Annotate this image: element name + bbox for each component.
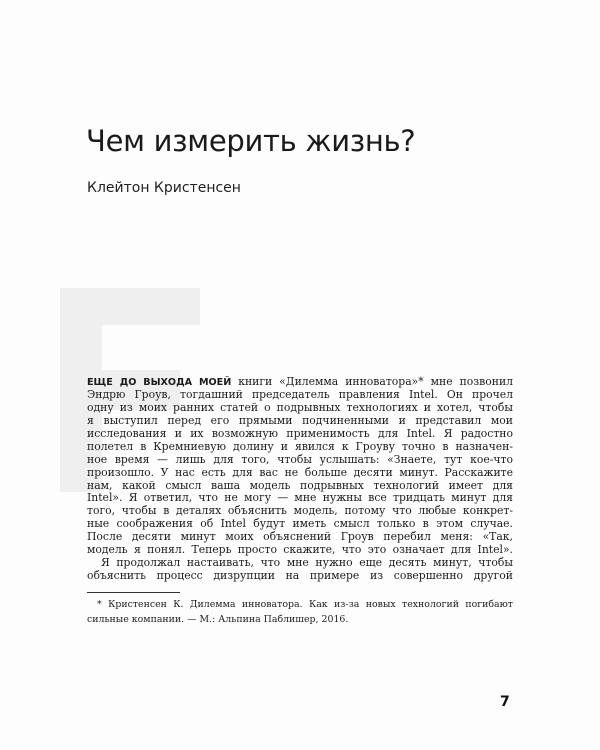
footnote-line: сильные компании. — М.: Альпина Паблишер, 2016.	[87, 614, 349, 625]
body-line: того, чтобы в деталях объяснить модель, потому что любые конкрет-	[87, 504, 513, 518]
body-line: исследования и их возможную применимость для Intel. Я радостно	[87, 426, 513, 440]
footnote	[87, 597, 513, 627]
body-line: я выступил перед его прямыми подчиненными и представил мои	[87, 413, 513, 427]
footnote-divider	[87, 592, 180, 593]
body-line: полетел в Кремниевую долину и явился к Гроуву точно в назначен-	[87, 439, 513, 453]
body-line: ное время — лишь для того, чтобы услышать: «Знаете, тут кое-что	[87, 452, 513, 466]
body-line	[87, 376, 513, 389]
body-line: ные соображения об Intel будут иметь смысл только в этом случае.	[87, 517, 513, 531]
body-line: Я продолжал настаивать, что мне нужно еще десять минут, чтобы	[101, 556, 513, 570]
body-line-text: книги «Дилемма инноватора»* мне позвонил	[238, 375, 513, 388]
body-line: Эндрю Гроув, тогдашний председатель правления Intel. Он прочел	[87, 387, 513, 401]
body-line: модель я понял. Теперь просто скажите, что это означает для Intel».	[87, 543, 513, 557]
body-line: объяснить процесс дизрупции на примере из совершенно другой	[87, 569, 513, 583]
body-line: произошло. У нас есть для вас не больше десяти минут. Расскажите	[87, 465, 513, 479]
body-line: Intel». Я ответил, что не могу — мне нужны все тридцать минут для	[87, 491, 513, 505]
body-line: После десяти минут моих объяснений Гроув перебил меня: «Так,	[87, 530, 513, 544]
body-line: нам, какой смысл ваша модель подрывных технологий имеет для	[87, 478, 513, 492]
body-line: одну из моих ранних статей о подрывных технологиях и хотел, чтобы	[87, 400, 513, 414]
lead-in: ЕЩЕ ДО ВЫХОДА МОЕЙ	[87, 377, 232, 388]
body-text	[87, 376, 513, 583]
author-name: Клейтон Кристенсен	[87, 180, 241, 196]
chapter-title: Чем измерить жизнь?	[86, 124, 416, 158]
page-number: 7	[500, 694, 510, 710]
footnote-line: * Кристенсен К. Дилемма инноватора. Как из-за новых технологий погибают	[97, 599, 513, 610]
